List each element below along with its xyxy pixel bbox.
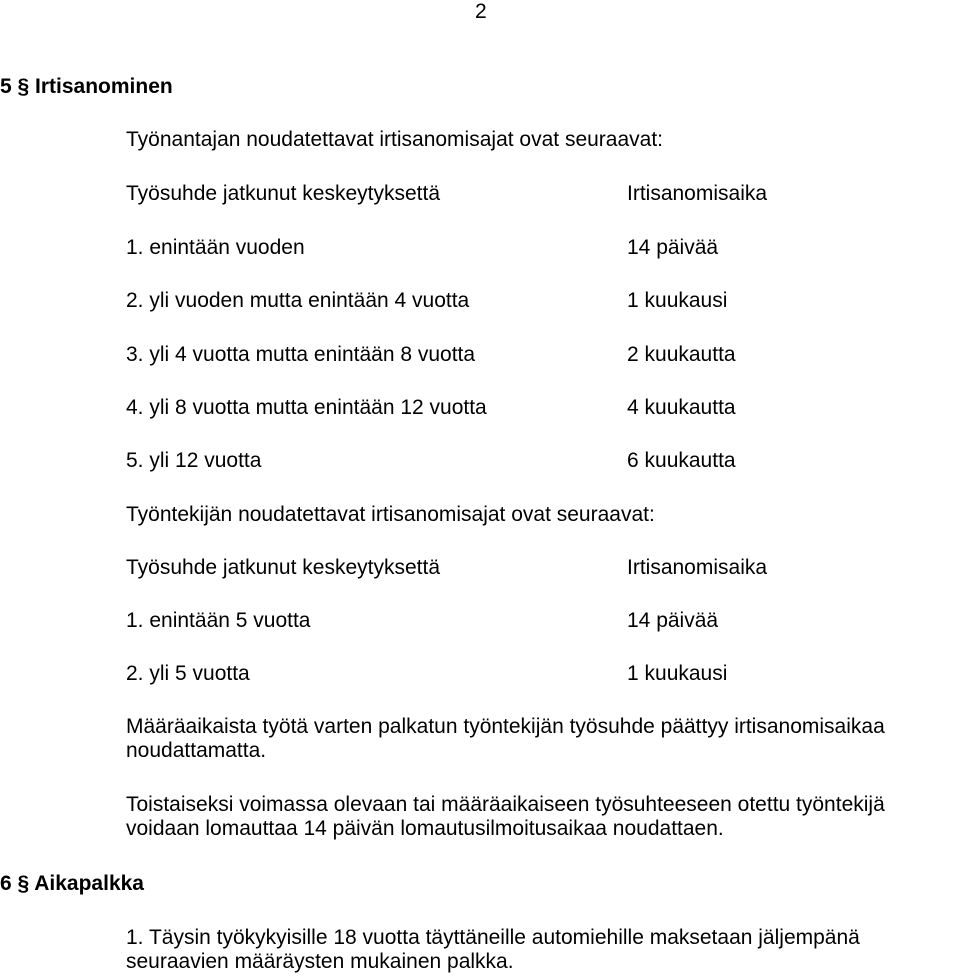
employer-notice-intro: Työnantajan noudatettavat irtisanomisajat ovat seuraavat: [126, 128, 663, 151]
section-5-heading: 5 § Irtisanominen [0, 75, 173, 98]
section-6-item-1: 1. Täysin työkykyisille 18 vuotta täyttäneille automiehille maksetaan jäljempänä seuraavien määräysten mukainen palkka. [126, 926, 860, 973]
table-row-notice: 1 kuukausi [627, 662, 728, 685]
table-row-notice: 6 kuukautta [627, 449, 736, 472]
page-number: 2 [475, 0, 487, 23]
table-header-notice: Irtisanomisaika [627, 182, 768, 205]
table-header-duration: Työsuhde jatkunut keskeytyksettä [126, 182, 441, 205]
table-row-notice: 14 päivää [627, 236, 719, 259]
table-row-duration: 4. yli 8 vuotta mutta enintään 12 vuotta [126, 396, 487, 419]
table-row-notice: 2 kuukautta [627, 343, 736, 366]
employee-notice-intro: Työntekijän noudatettavat irtisanomisajat ovat seuraavat: [126, 503, 655, 526]
table-row-duration: 1. enintään vuoden [126, 236, 305, 259]
table-row-duration: 1. enintään 5 vuotta [126, 609, 311, 632]
table-row-notice: 14 päivää [627, 609, 719, 632]
table-row-duration: 2. yli 5 vuotta [126, 662, 250, 685]
table-row-notice: 4 kuukautta [627, 396, 736, 419]
table-row-duration: 5. yli 12 vuotta [126, 449, 262, 472]
table-header-duration: Työsuhde jatkunut keskeytyksettä [126, 556, 441, 579]
table-row-notice: 1 kuukausi [627, 289, 728, 312]
section-6-heading: 6 § Aikapalkka [0, 872, 144, 895]
layoff-paragraph: Toistaiseksi voimassa olevaan tai määräaikaiseen työsuhteeseen otettu työntekijä voidaan lomauttaa 14 päivän lomautusilmoitusaikaa noudattaen. [126, 793, 885, 840]
table-row-duration: 3. yli 4 vuotta mutta enintään 8 vuotta [126, 343, 476, 366]
table-row-duration: 2. yli vuoden mutta enintään 4 vuotta [126, 289, 470, 312]
table-header-notice: Irtisanomisaika [627, 556, 768, 579]
fixed-term-paragraph: Määräaikaista työtä varten palkatun työntekijän työsuhde päättyy irtisanomisaikaa noudattamatta. [126, 715, 885, 762]
